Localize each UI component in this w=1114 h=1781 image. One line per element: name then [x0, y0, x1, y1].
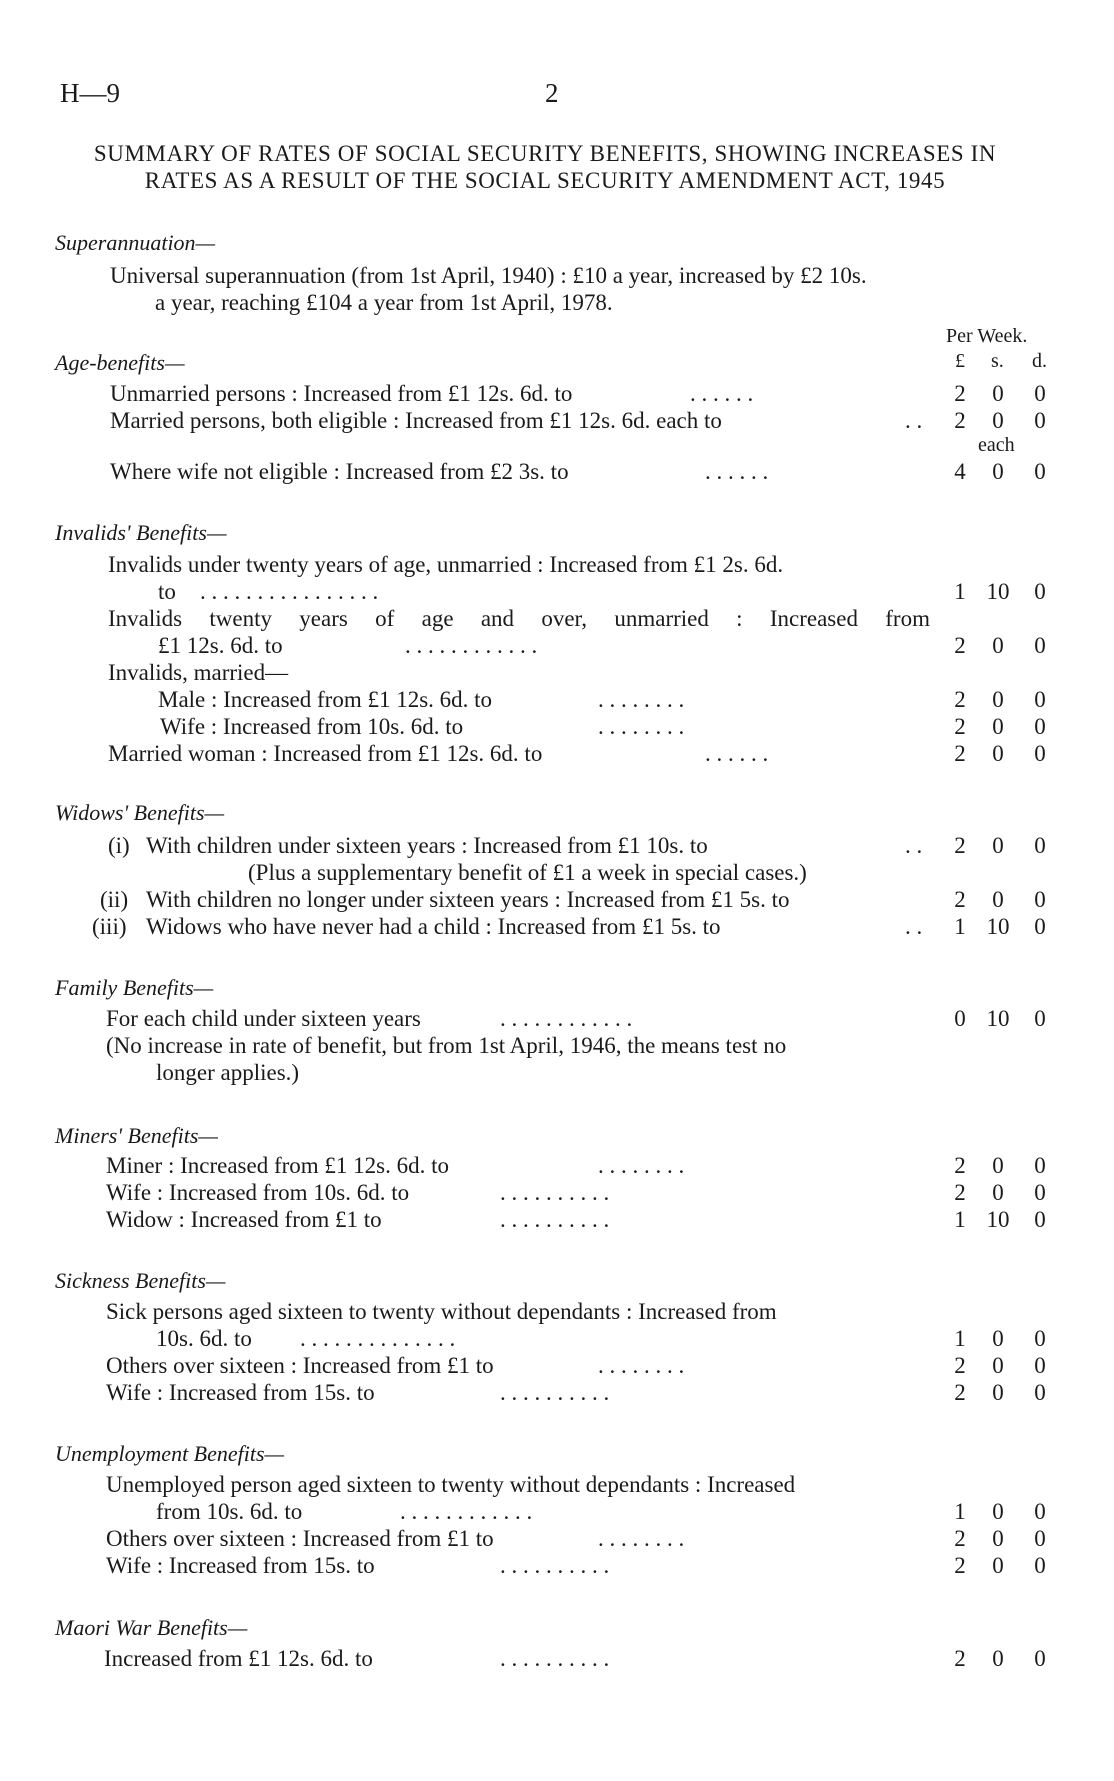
benefit-line: Widow : Increased from £1 to	[106, 1207, 382, 1232]
shillings-header: s.	[991, 350, 1004, 372]
section-heading-unemployment: Unemployment Benefits—	[55, 1441, 285, 1466]
benefit-line: Others over sixteen : Increased from £1 to	[106, 1353, 494, 1378]
dot-leader: . . . . . . . . . . . .	[405, 633, 538, 658]
dot-leader: . . . . . .	[705, 741, 769, 766]
dot-leader: . .	[905, 408, 923, 433]
rate-amount: 2 0 0	[954, 633, 1046, 658]
rate-amount: 2 0 0	[954, 1180, 1046, 1205]
benefit-line: £1 12s. 6d. to	[158, 633, 283, 658]
benefit-line: With children no longer under sixteen years : Increased from £1 5s. to	[146, 887, 790, 912]
dot-leader: . .	[905, 914, 923, 939]
rate-amount: 2 0 0	[954, 1646, 1046, 1671]
benefit-line: Widows who have never had a child : Increased from £1 5s. to	[146, 914, 721, 939]
dot-leader: . . . . . . . .	[598, 1353, 685, 1378]
item-number: (iii)	[92, 914, 127, 939]
benefit-subheading: Invalids, married—	[108, 660, 289, 685]
benefit-line: to	[158, 579, 176, 604]
rate-amount: 0 10 0	[954, 1006, 1046, 1031]
benefit-note: longer applies.)	[156, 1060, 300, 1085]
dot-leader: . . . . . . . . . .	[500, 1207, 610, 1232]
rate-amount: 2 0 0	[954, 741, 1046, 766]
benefit-line: Increased from £1 12s. 6d. to	[104, 1646, 373, 1671]
dot-leader: . . . . . . . .	[598, 687, 685, 712]
dot-leader: . . . . . . . . . . . .	[500, 1006, 633, 1031]
dot-leader: . . . . . . . .	[598, 714, 685, 739]
rate-amount: 4 0 0	[954, 459, 1046, 484]
rate-amount: 2 0 0	[954, 1353, 1046, 1378]
rate-amount: 2 0 0	[954, 381, 1046, 406]
benefit-line: Where wife not eligible : Increased from £2 3s. to	[110, 459, 569, 484]
rate-amount: 1 10 0	[954, 1207, 1046, 1232]
rate-amount: 2 0 0	[954, 714, 1046, 739]
dot-leader: . .	[905, 833, 923, 858]
section-heading-sickness: Sickness Benefits—	[55, 1268, 226, 1293]
section-heading-maori-war: Maori War Benefits—	[55, 1615, 248, 1640]
pence-header: d.	[1032, 350, 1047, 372]
item-number: (i)	[108, 833, 130, 858]
benefit-line: Miner : Increased from £1 12s. 6d. to	[106, 1153, 450, 1178]
benefit-line: Male : Increased from £1 12s. 6d. to	[158, 687, 493, 712]
item-number: (ii)	[100, 887, 129, 912]
section-heading-superannuation: Superannuation—	[55, 230, 216, 255]
rate-amount: 2 0 0	[954, 887, 1046, 912]
section-heading-widows: Widows' Benefits—	[55, 800, 225, 825]
dot-leader: . . . . . . . .	[598, 1153, 685, 1178]
rate-amount: 2 0 0	[954, 687, 1046, 712]
superannuation-line: a year, reaching £104 a year from 1st April, 1978.	[155, 290, 613, 315]
rate-amount: 1 10 0	[954, 579, 1046, 604]
rate-amount: 1 0 0	[954, 1499, 1046, 1524]
benefit-line: Invalids under twenty years of age, unmarried : Increased from £1 2s. 6d.	[108, 552, 784, 577]
each-note: each	[978, 434, 1015, 456]
benefit-line: Unmarried persons : Increased from £1 12s. 6d. to	[110, 381, 573, 406]
document-reference: H—9	[60, 78, 120, 108]
benefit-line: Wife : Increased from 15s. to	[106, 1553, 375, 1578]
benefit-line: from 10s. 6d. to	[156, 1499, 303, 1524]
dot-leader: . . . . . . . . . .	[500, 1180, 610, 1205]
section-heading-age-benefits: Age-benefits—	[55, 350, 185, 375]
benefit-line: 10s. 6d. to	[156, 1326, 252, 1351]
pounds-header: £	[955, 350, 965, 372]
benefit-line: With children under sixteen years : Increased from £1 10s. to	[146, 833, 708, 858]
document-title: SUMMARY OF RATES OF SOCIAL SECURITY BENEFITS, SHOWING INCREASES IN RATES AS A RESULT OF THE SOCIAL SECURITY AMENDMENT ACT, 1945	[93, 141, 997, 193]
dot-leader: . . . . . . . . . . . . . .	[300, 1326, 456, 1351]
dot-leader: . . . . . . . . . . . . . . . .	[200, 579, 379, 604]
per-week-header: Per Week.	[946, 325, 1028, 347]
rate-amount: 2 0 0	[954, 1553, 1046, 1578]
rate-amount: 2 0 0	[954, 1526, 1046, 1551]
benefit-line: Wife : Increased from 10s. 6d. to	[106, 1180, 410, 1205]
rate-amount: 2 0 0	[954, 1153, 1046, 1178]
benefit-note: (Plus a supplementary benefit of £1 a week in special cases.)	[248, 860, 807, 885]
superannuation-line: Universal superannuation (from 1st April, 1940) : £10 a year, increased by £2 10s.	[110, 263, 867, 288]
dot-leader: . . . . . . . . . .	[500, 1646, 610, 1671]
benefit-line: Others over sixteen : Increased from £1 to	[106, 1526, 494, 1551]
dot-leader: . . . . . . . . . . . .	[400, 1499, 533, 1524]
benefit-note: (No increase in rate of benefit, but from 1st April, 1946, the means test no	[106, 1033, 787, 1058]
dot-leader: . . . . . .	[690, 381, 754, 406]
benefit-line: Married woman : Increased from £1 12s. 6d. to	[108, 741, 543, 766]
section-heading-invalids: Invalids' Benefits—	[55, 520, 227, 545]
dot-leader: . . . . . .	[705, 459, 769, 484]
rate-amount: 1 0 0	[954, 1326, 1046, 1351]
benefit-line: Unemployed person aged sixteen to twenty without dependants : Increased	[106, 1472, 796, 1497]
section-heading-family: Family Benefits—	[55, 975, 214, 1000]
benefit-line: Sick persons aged sixteen to twenty without dependants : Increased from	[106, 1299, 777, 1324]
benefit-line: Wife : Increased from 10s. 6d. to	[160, 714, 464, 739]
benefit-line: Invalids twenty years of age and over, unmarried : Increased from	[108, 606, 930, 631]
benefit-line: For each child under sixteen years	[106, 1006, 421, 1031]
dot-leader: . . . . . . . . . .	[500, 1380, 610, 1405]
dot-leader: . . . . . . . .	[598, 1526, 685, 1551]
dot-leader: . . . . . . . . . .	[500, 1553, 610, 1578]
rate-amount: 1 10 0	[954, 914, 1046, 939]
section-heading-miners: Miners' Benefits—	[55, 1123, 218, 1148]
benefit-line: Married persons, both eligible : Increased from £1 12s. 6d. each to	[110, 408, 722, 433]
rate-amount: 2 0 0	[954, 833, 1046, 858]
benefit-line: Wife : Increased from 15s. to	[106, 1380, 375, 1405]
rate-amount: 2 0 0	[954, 1380, 1046, 1405]
page-number: 2	[545, 78, 559, 108]
rate-amount: 2 0 0	[954, 408, 1046, 433]
